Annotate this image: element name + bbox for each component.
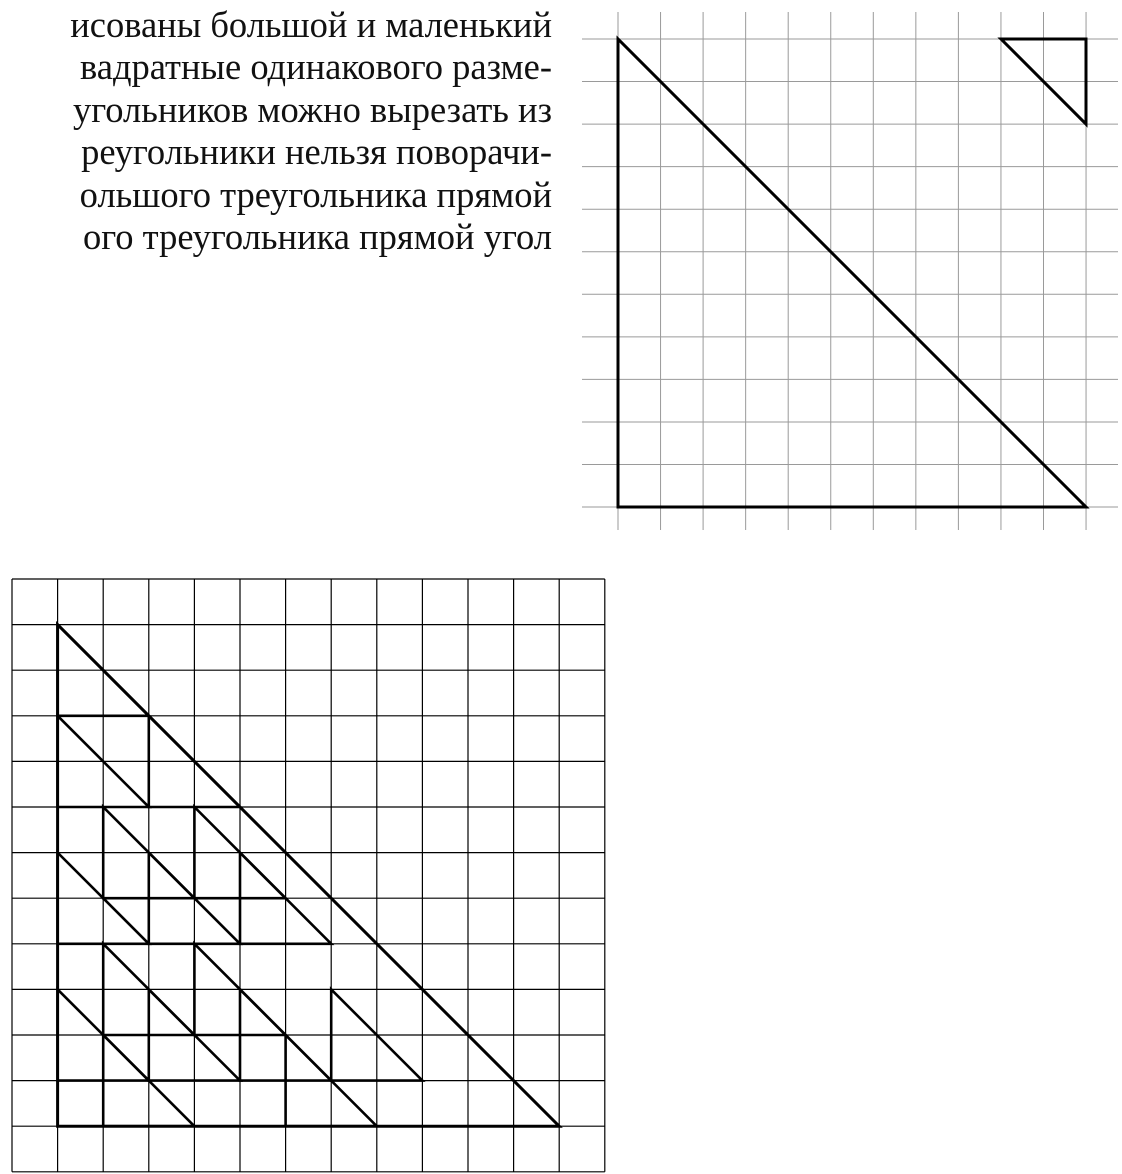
big-triangle bbox=[618, 39, 1086, 507]
top-grid-figure bbox=[582, 12, 1118, 530]
text-line: ого треугольника прямой угол bbox=[82, 216, 552, 257]
text-line: реугольники нельзя поворачи- bbox=[81, 131, 552, 172]
bottom-grid-figure bbox=[12, 579, 605, 1172]
text-line: угольников можно вырезать из bbox=[72, 89, 552, 130]
text-line: исованы большой и маленький bbox=[70, 4, 552, 45]
text-line: ольшого треугольника прямой bbox=[79, 174, 552, 215]
text-line: вадратные одинакового разме- bbox=[79, 46, 552, 87]
